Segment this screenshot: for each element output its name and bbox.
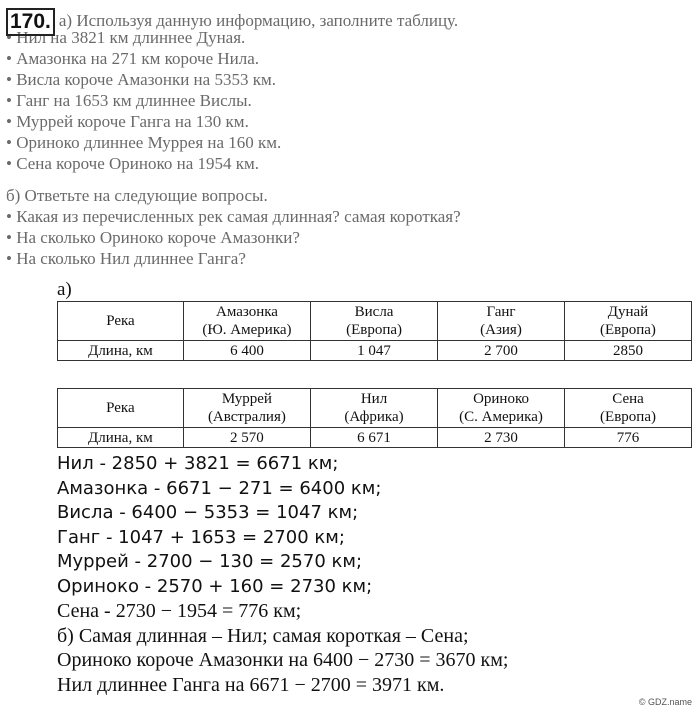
river-header-cell xyxy=(311,389,438,428)
problem-part-b xyxy=(6,185,461,269)
row-header-cell: Река xyxy=(58,389,184,428)
river-name: Нил xyxy=(360,391,388,407)
value-header-cell: Длина, км xyxy=(58,428,184,448)
part-b-title: б) Ответьте на следующие вопросы. xyxy=(6,186,268,205)
answer-line: Нил длиннее Ганга на 6671 − 2700 = 3971 км. xyxy=(57,673,445,696)
river-header-cell xyxy=(438,389,565,428)
river-header-cell xyxy=(438,302,565,341)
question-item: • Какая из перечисленных рек самая длинная? самая короткая? xyxy=(6,207,461,226)
calculation-line: Ганг - 1047 + 1653 = 2700 км; xyxy=(57,526,345,548)
fact-item: • Висла короче Амазонки на 5353 км. xyxy=(6,70,276,89)
river-header-cell xyxy=(564,302,691,341)
fact-item: • Нил на 3821 км длиннее Дуная. xyxy=(6,28,246,47)
river-region: (Африка) xyxy=(344,409,404,425)
watermark: © GDZ.name xyxy=(638,697,692,707)
length-cell: 2 700 xyxy=(438,341,565,361)
river-region: (Австралия) xyxy=(207,409,286,425)
river-region: (С. Америка) xyxy=(459,409,543,425)
river-name: Ориноко xyxy=(473,391,529,407)
river-name: Муррей xyxy=(221,391,272,407)
river-header-cell xyxy=(565,389,692,428)
answer-line: Ориноко короче Амазонки на 6400 − 2730 = 3670 км; xyxy=(57,649,509,671)
fact-item: • Муррей короче Ганга на 130 км. xyxy=(6,112,249,131)
river-header-cell xyxy=(311,302,438,341)
fact-item: • Амазонка на 271 км короче Нила. xyxy=(6,49,260,68)
rivers-table-2 xyxy=(57,388,692,448)
river-header-cell xyxy=(183,389,310,428)
calculation-line: Амазонка - 6671 − 271 = 6400 км; xyxy=(57,477,382,499)
river-header-cell xyxy=(183,302,310,341)
problem-intro-line xyxy=(6,6,696,33)
length-cell: 1 047 xyxy=(311,341,438,361)
river-region: (Европа) xyxy=(600,322,656,338)
question-item: • На сколько Нил длиннее Ганга? xyxy=(6,249,246,268)
length-cell: 2 570 xyxy=(183,428,310,448)
river-region: (Европа) xyxy=(600,409,656,425)
length-cell: 6 400 xyxy=(183,341,310,361)
solution-block xyxy=(57,452,508,697)
river-name: Висла xyxy=(354,304,394,320)
river-region: (Азия) xyxy=(480,322,522,338)
answer-part-a-label: а) xyxy=(57,279,72,300)
river-region: (Европа) xyxy=(346,322,403,338)
question-item: • На сколько Ориноко короче Амазонки? xyxy=(6,228,300,247)
calculation-line: Ориноко - 2570 + 160 = 2730 км; xyxy=(57,575,373,597)
row-header-cell: Река xyxy=(58,302,184,341)
rivers-table-1 xyxy=(57,301,692,361)
table-row xyxy=(58,428,692,448)
problem-intro: а) Используя данную информацию, заполните таблицу. xyxy=(58,11,459,30)
calculation-line: Муррей - 2700 − 130 = 2570 км; xyxy=(57,551,363,572)
table-row xyxy=(58,341,692,361)
fact-item: • Сена короче Ориноко на 1954 км. xyxy=(6,154,260,173)
table-header-row xyxy=(58,302,692,341)
length-cell: 776 xyxy=(565,428,692,448)
calculation-line: Сена - 2730 − 1954 = 776 км; xyxy=(57,600,302,622)
river-name: Амазонка xyxy=(215,304,278,320)
calculation-line: Висла - 6400 − 5353 = 1047 км; xyxy=(57,502,359,523)
value-header-cell: Длина, км xyxy=(58,341,184,361)
length-cell: 6 671 xyxy=(311,428,438,448)
river-name: Сена xyxy=(612,391,644,407)
length-cell: 2850 xyxy=(564,341,691,361)
calculation-line: Нил - 2850 + 3821 = 6671 км; xyxy=(57,453,339,474)
river-name: Дунай xyxy=(607,304,649,320)
problem-number: 170. xyxy=(6,8,55,36)
river-region: (Ю. Америка) xyxy=(202,322,292,338)
fact-item: • Ганг на 1653 км длиннее Вислы. xyxy=(6,91,252,110)
table-header-row xyxy=(58,389,692,428)
length-cell: 2 730 xyxy=(438,428,565,448)
river-name: Ганг xyxy=(486,304,516,320)
answer-line: б) Самая длинная – Нил; самая короткая – Сена; xyxy=(57,624,469,647)
problem-statement xyxy=(6,6,696,174)
fact-item: • Ориноко длиннее Муррея на 160 км. xyxy=(6,133,282,152)
